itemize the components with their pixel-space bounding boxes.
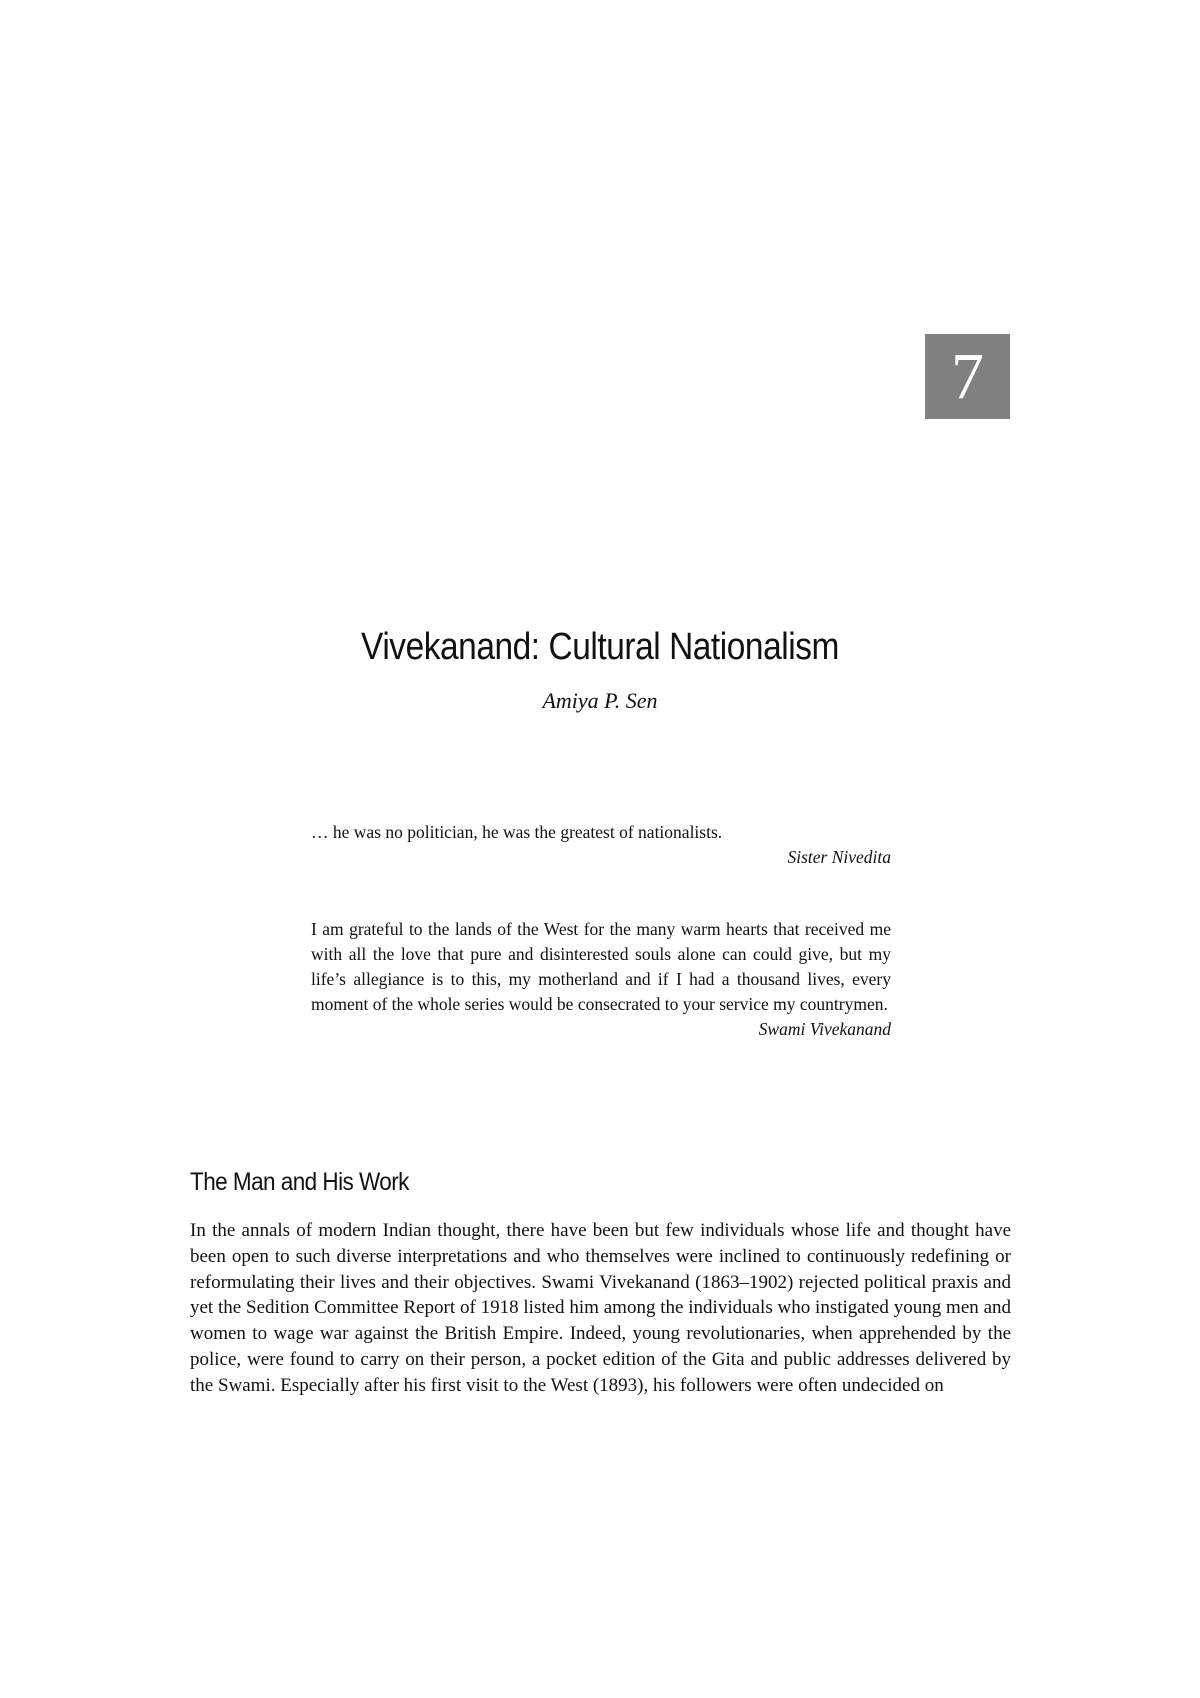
chapter-number-badge	[925, 334, 1010, 419]
chapter-number: 7	[951, 340, 984, 413]
epigraph-quote: I am grateful to the lands of the West for the many warm hearts that received me with all the love that pure and disinterested souls alone can could give, but my life’s allegiance is to this, my motherland and if I had a thousand lives, every moment of the whole series would be consecrated to your service my countrymen.	[311, 919, 891, 1014]
epigraph-quote: … he was no politician, he was the greatest of nationalists.	[311, 822, 723, 842]
epigraph	[311, 917, 891, 1042]
section-heading: The Man and His Work	[190, 1168, 409, 1196]
epigraph	[311, 820, 891, 870]
epigraph-attribution: Sister Nivedita	[787, 847, 891, 867]
epigraph-attribution: Swami Vivekanand	[758, 1019, 891, 1039]
chapter-author: Amiya P. Sen	[542, 688, 658, 713]
chapter-title: Vivekanand: Cultural Nationalism	[361, 626, 839, 668]
body-paragraph: In the annals of modern Indian thought, there have been but few individuals whose life and thought have been open to such diverse interpretations and who themselves were inclined to continuously redefining or reformulating their lives and their objectives. Swami Vivekanand (1863–1902) rejected political praxis and yet the Sedition Committee Report of 1918 listed him among the individuals who instigated young men and women to wage war against the British Empire. Indeed, young revolutionaries, when apprehended by the police, were found to carry on their person, a pocket edition of the Gita and public addresses delivered by the Swami. Especially after his first visit to the West (1893), his followers were often undecided on	[190, 1220, 1011, 1396]
